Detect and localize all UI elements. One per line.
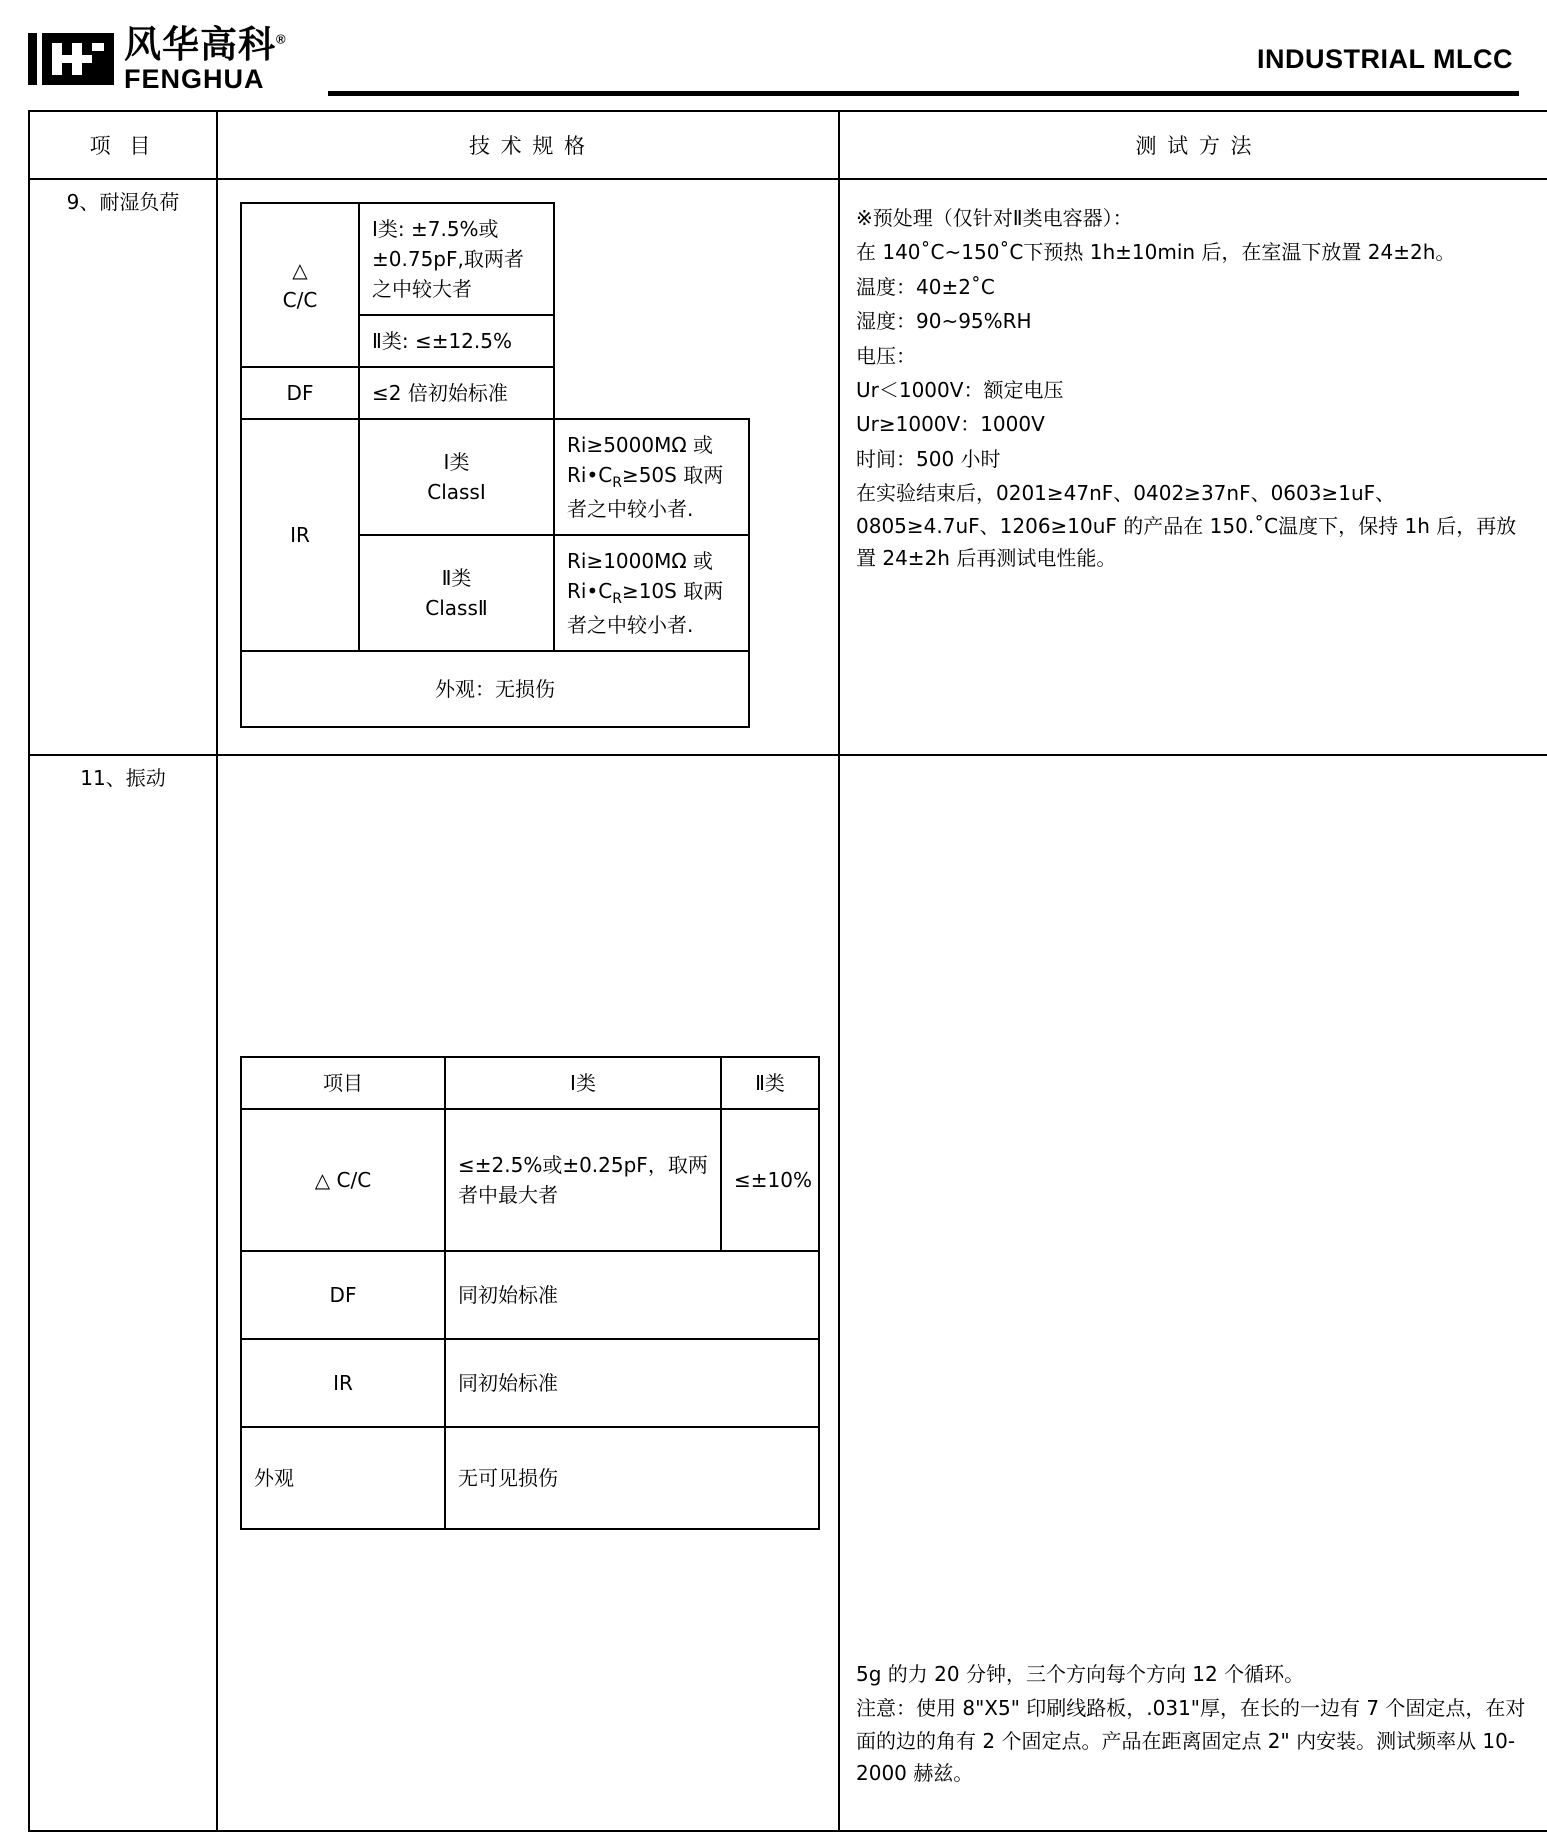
head-class1-11: Ⅰ类	[445, 1057, 721, 1109]
row-method-9	[839, 179, 1547, 755]
dcc-label-line1: △	[292, 258, 308, 282]
dcc-class1-value-9: Ⅰ类: ±7.5%或±0.75pF,取两者之中较大者	[359, 203, 554, 315]
ir-value-11: 同初始标准	[445, 1339, 819, 1427]
inner-header-row-11	[241, 1057, 819, 1109]
ir-class2-label-en: ClassⅡ	[425, 596, 488, 620]
method-line: Ur≥1000V：1000V	[856, 412, 1045, 437]
head-class2-11: Ⅱ类	[721, 1057, 819, 1109]
row-spec-11	[217, 755, 839, 1831]
spec-inner-table-9	[240, 202, 750, 728]
row-method-11	[839, 755, 1547, 1831]
document-page	[0, 14, 1547, 1834]
method-spacer-11	[856, 778, 1533, 1658]
df-value-9: ≤2 倍初始标准	[359, 367, 554, 419]
inner-row-df-11	[241, 1251, 819, 1339]
ir-class2-label-9	[359, 535, 554, 651]
method-line: 5g 的力 20 分钟，三个方向每个方向 12 个循环。	[856, 1662, 1305, 1686]
ir-class1-label-cn: Ⅰ类	[443, 450, 470, 474]
dcc-class2-value-9: Ⅱ类: ≤±12.5%	[359, 315, 554, 367]
column-header-spec: 技 术 规 格	[217, 111, 839, 179]
ir-label-9: IR	[241, 419, 359, 651]
appearance-value-11: 无可见损伤	[445, 1427, 819, 1529]
inner-row-dcc-class1	[241, 203, 749, 315]
inner-row-appearance	[241, 651, 749, 727]
brand-name-en: FENGHUA	[124, 63, 265, 94]
row-item-label-9: 9、耐湿负荷	[29, 179, 217, 755]
dcc-label-11: △ C/C	[241, 1109, 445, 1251]
df-value-11: 同初始标准	[445, 1251, 819, 1339]
table-row	[29, 755, 1547, 1831]
method-line: 时间：500 小时	[856, 446, 1001, 471]
df-label-11: DF	[241, 1251, 445, 1339]
table-header-row	[29, 111, 1547, 179]
dcc-label-line2: C/C	[282, 288, 318, 312]
page-header	[28, 14, 1519, 104]
table-row	[29, 179, 1547, 755]
dcc-class2-value-11: ≤±10%	[721, 1109, 819, 1251]
company-logo	[28, 22, 287, 94]
appearance-value-9: 外观：无损伤	[241, 651, 749, 727]
inner-row-appearance-11	[241, 1427, 819, 1529]
ir-class2-label-cn: Ⅱ类	[441, 566, 472, 590]
column-header-method: 测 试 方 法	[839, 111, 1547, 179]
ir-class1-label-en: ClassⅠ	[427, 480, 486, 504]
brand-text	[124, 22, 287, 94]
page-title: INDUSTRIAL MLCC	[1257, 43, 1513, 74]
df-label-9: DF	[241, 367, 359, 419]
row-item-label-11: 11、振动	[29, 755, 217, 1831]
head-item-11: 项目	[241, 1057, 445, 1109]
method-line: 在 140˚C~150˚C下预热 1h±10min 后，在室温下放置 24±2h。	[856, 240, 1456, 265]
ir-class1-label-9	[359, 419, 554, 535]
appearance-label-11: 外观	[241, 1427, 445, 1529]
method-line: 注意：使用 8"X5" 印刷线路板，.031"厚，在长的一边有 7 个固定点，在对面的边的角有 2 个固定点。产品在距离固定点 2" 内安装。测试频率从 10-2000 赫兹。	[856, 1696, 1526, 1786]
method-line: Ur＜1000V：额定电压	[856, 377, 1064, 402]
method-line: ※预处理（仅针对Ⅱ类电容器）：	[856, 206, 1133, 230]
ir-class1-value-9: Ri≥5000MΩ 或 $Ri•C_R\ge 50S$ 取两者之中较小者.	[554, 419, 749, 535]
ir-label-11: IR	[241, 1339, 445, 1427]
spec-inner-table-11	[240, 1056, 820, 1530]
method-line: 温度：40±2˚C	[856, 274, 995, 299]
method-line: 湿度：90~95%RH	[856, 309, 1032, 334]
dcc-class1-value-11: ≤±2.5%或±0.25pF，取两者中最大者	[445, 1109, 721, 1251]
inner-row-dcc-11	[241, 1109, 819, 1251]
ir-class2-value-9: Ri≥1000MΩ 或 $Ri•C_R\ge 10S$ 取两者之中较小者.	[554, 535, 749, 651]
brand-name-cn: 风华高科®	[124, 22, 287, 66]
specification-table	[28, 110, 1547, 1832]
inner-row-ir-11	[241, 1339, 819, 1427]
column-header-item: 项 目	[29, 111, 217, 179]
method-line: 电压：	[856, 343, 916, 368]
method-line: 在实验结束后，0201≥47nF、0402≥37nF、0603≥1uF、0805≥4.7uF、1206≥10uF 的产品在 150.˚C温度下，保持 1h 后，再放置 24±2h 后再测试电性能。	[856, 481, 1517, 570]
dcc-label-9	[241, 203, 359, 367]
inner-row-df	[241, 367, 749, 419]
registered-trademark-icon: ®	[276, 31, 287, 47]
header-divider	[328, 91, 1519, 96]
fenghua-logo-icon	[28, 31, 114, 87]
inner-row-ir-class1	[241, 419, 749, 535]
row-spec-9	[217, 179, 839, 755]
